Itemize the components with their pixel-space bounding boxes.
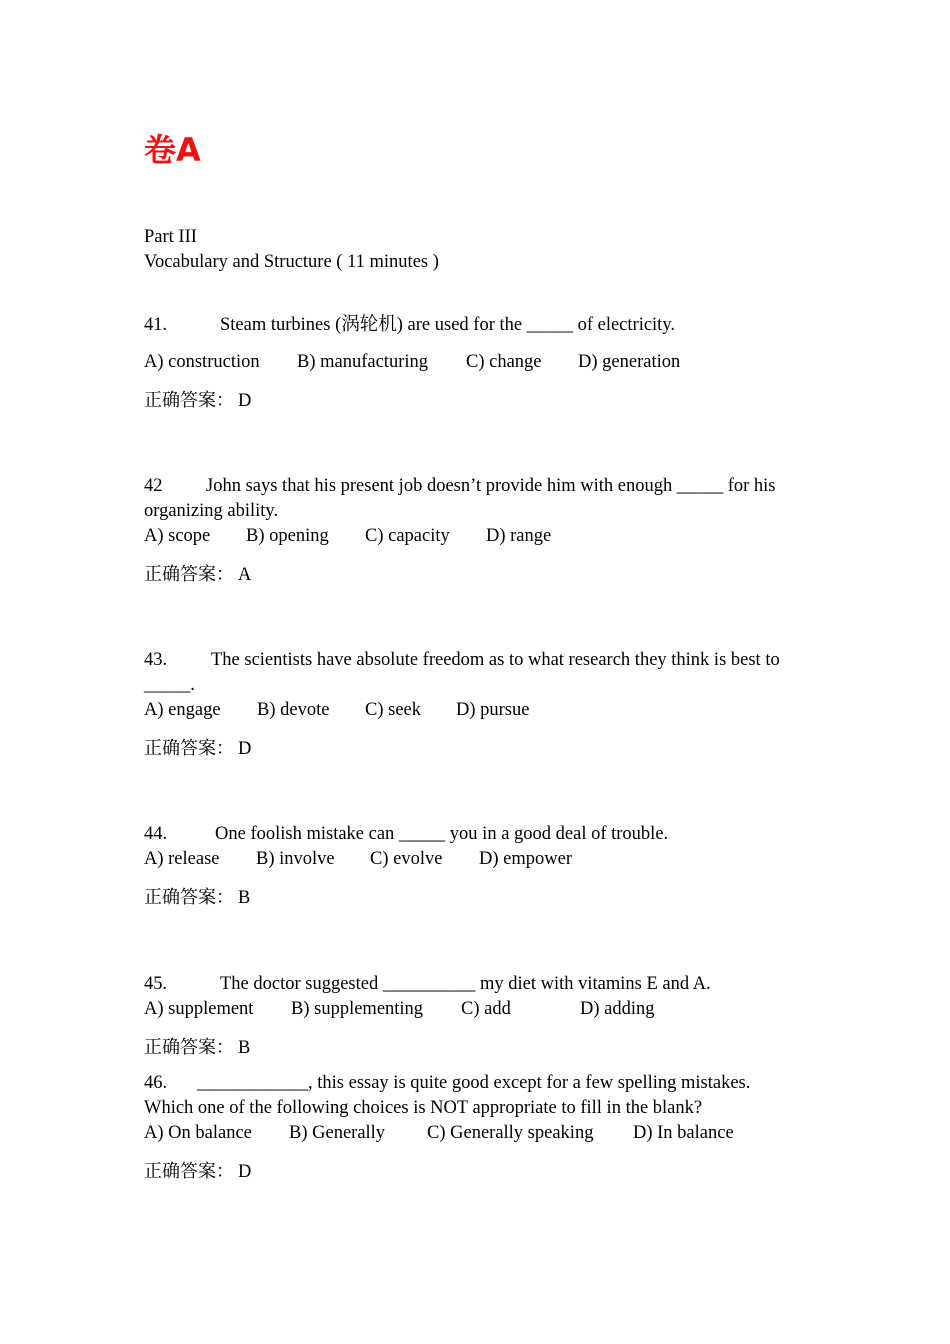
question-stem — [144, 822, 668, 847]
option-d: D) range — [486, 526, 552, 546]
option-c: C) seek — [365, 700, 421, 720]
question-options — [144, 997, 655, 1022]
answer-label: 正确答案： — [144, 738, 234, 759]
question-text-continued: Which one of the following choices is NOT appropriate to fill in the blank? — [144, 1098, 703, 1118]
option-d: D) adding — [580, 999, 655, 1019]
option-d: D) pursue — [456, 700, 530, 720]
question-stem — [144, 648, 780, 673]
answer-label: 正确答案： — [144, 887, 234, 908]
answer-line — [144, 388, 251, 414]
question-text: John says that his present job doesn’t provide him with enough _____ for his — [206, 476, 776, 496]
option-b: B) manufacturing — [297, 352, 428, 372]
question-options — [144, 698, 529, 723]
option-d: D) In balance — [633, 1123, 734, 1143]
question-stem — [144, 313, 675, 338]
answer-label: 正确答案： — [144, 564, 234, 585]
question-text: One foolish mistake can _____ you in a good deal of trouble. — [215, 824, 669, 844]
question-number: 43. — [144, 650, 168, 670]
option-a: A) construction — [144, 352, 260, 372]
question-number: 45. — [144, 974, 168, 994]
option-c: C) add — [461, 999, 511, 1019]
question-text: ____________, this essay is quite good except for a few spelling mistakes. — [197, 1073, 751, 1093]
answer-value: B — [238, 888, 251, 908]
option-b: B) Generally — [289, 1123, 386, 1143]
answer-value: A — [238, 565, 252, 585]
question-number: 46. — [144, 1073, 168, 1093]
question-number: 41. — [144, 315, 168, 335]
answer-line — [144, 1035, 250, 1061]
question-stem — [144, 1071, 750, 1096]
option-a: A) release — [144, 849, 220, 869]
answer-value: B — [238, 1038, 251, 1058]
question-options — [144, 524, 551, 549]
question-text-continued: organizing ability. — [144, 501, 279, 521]
part-heading: Part III — [144, 227, 197, 247]
answer-label: 正确答案： — [144, 390, 234, 411]
option-b: B) supplementing — [291, 999, 424, 1019]
answer-value: D — [238, 391, 252, 411]
part-subtitle: Vocabulary and Structure ( 11 minutes ) — [144, 252, 439, 272]
answer-value: D — [238, 739, 252, 759]
question-options — [144, 350, 680, 375]
option-a: A) supplement — [144, 999, 254, 1019]
question-number: 42 — [144, 476, 163, 496]
answer-value: D — [238, 1162, 252, 1182]
answer-line — [144, 1159, 251, 1185]
option-c: C) Generally speaking — [427, 1123, 594, 1143]
option-b: B) devote — [257, 700, 330, 720]
question-options — [144, 847, 572, 872]
answer-line — [144, 562, 251, 588]
question-text: The scientists have absolute freedom as to what research they think is best to — [211, 650, 780, 670]
option-c: C) capacity — [365, 526, 450, 546]
question-number: 44. — [144, 824, 168, 844]
page-title: 卷A — [144, 131, 201, 169]
question-text: The doctor suggested __________ my diet with vitamins E and A. — [220, 974, 711, 994]
option-d: D) generation — [578, 352, 681, 372]
answer-label: 正确答案： — [144, 1161, 234, 1182]
option-c: C) evolve — [370, 849, 443, 869]
option-b: B) opening — [246, 526, 329, 546]
answer-line — [144, 736, 251, 762]
option-b: B) involve — [256, 849, 335, 869]
question-text-continued: _____. — [144, 675, 195, 695]
answer-line — [144, 885, 250, 911]
question-stem — [144, 474, 776, 499]
option-a: A) On balance — [144, 1123, 252, 1143]
question-stem — [144, 972, 711, 997]
answer-label: 正确答案： — [144, 1037, 234, 1058]
option-c: C) change — [466, 352, 542, 372]
question-options — [144, 1121, 734, 1146]
option-a: A) scope — [144, 526, 211, 546]
question-text: Steam turbines (涡轮机) are used for the _____ of electricity. — [220, 315, 675, 335]
option-a: A) engage — [144, 700, 221, 720]
option-d: D) empower — [479, 849, 572, 869]
